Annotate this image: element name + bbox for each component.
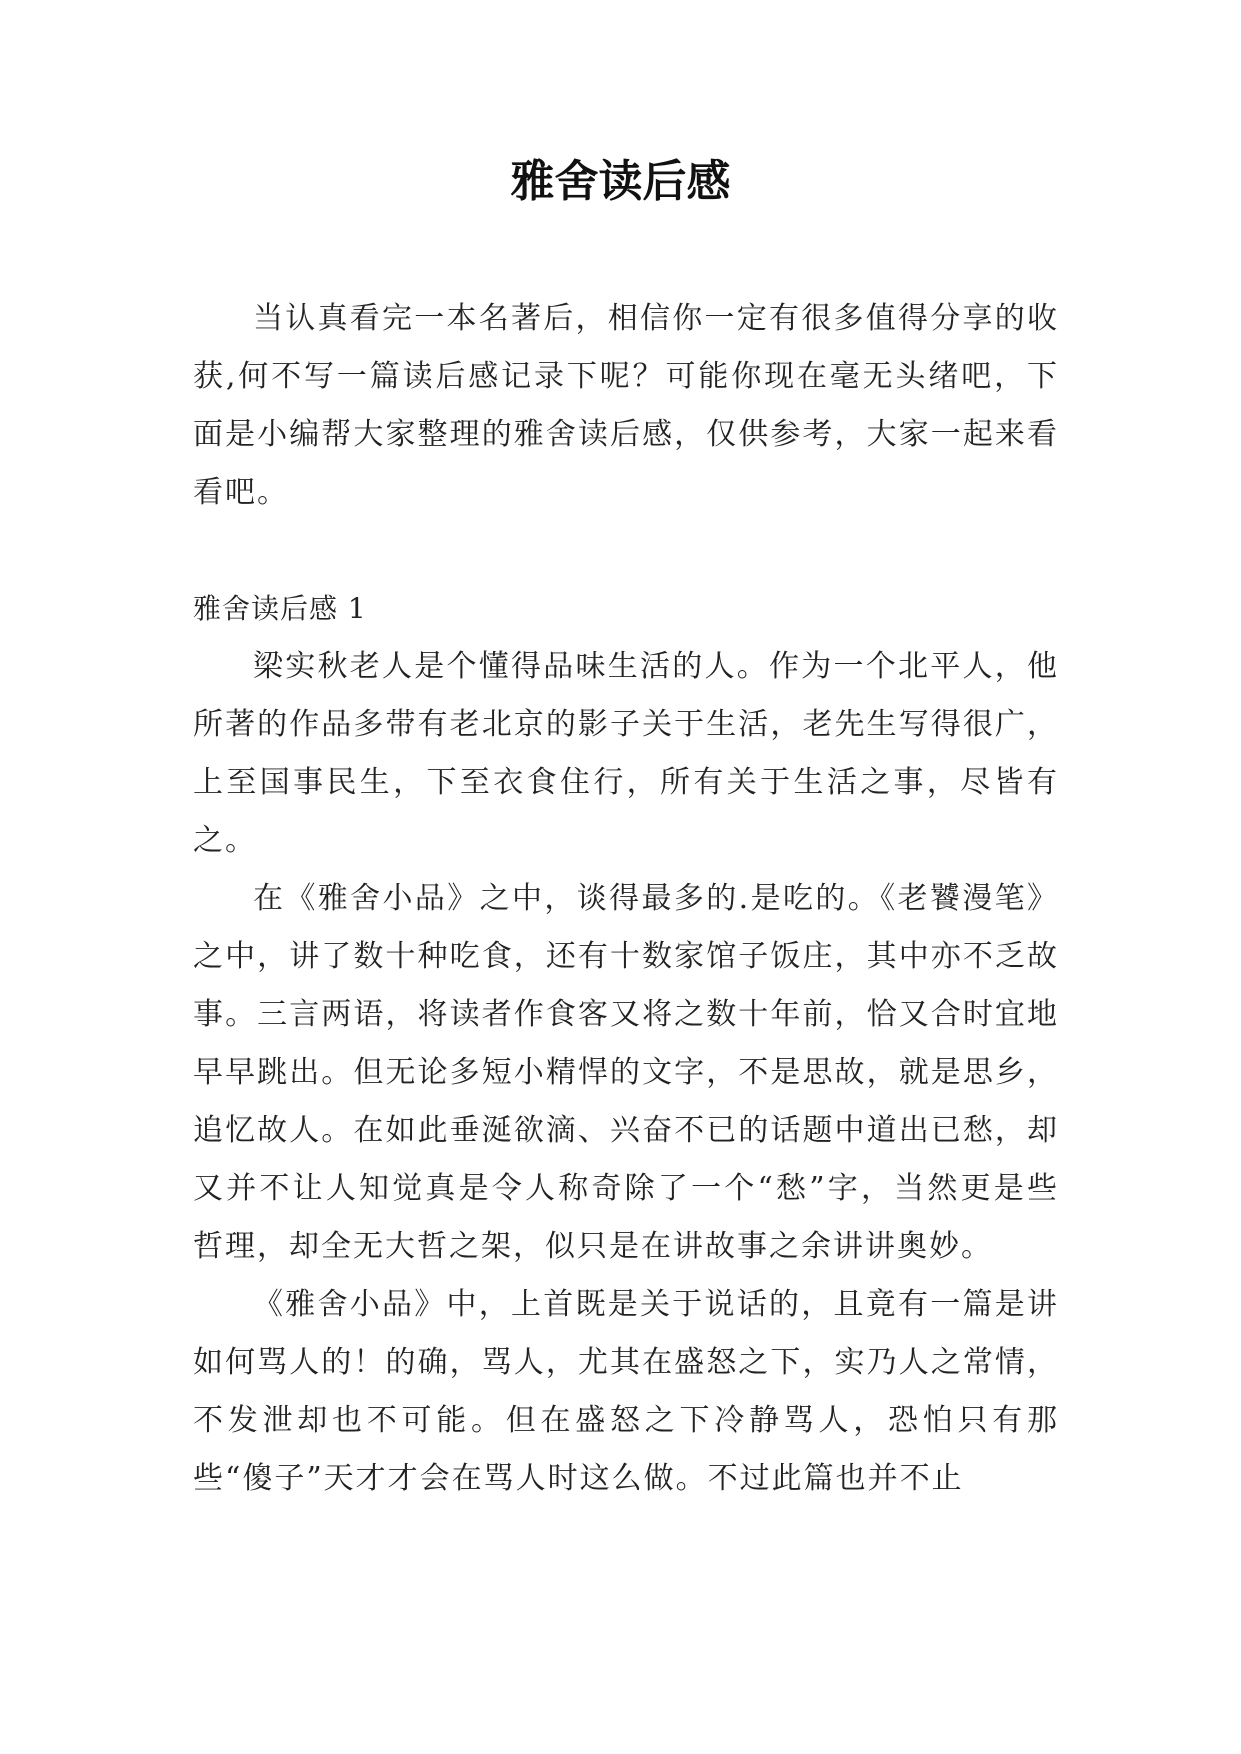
intro-paragraph: 当认真看完一本名著后，相信你一定有很多值得分享的收获,何不写一篇读后感记录下呢？可能你现在毫无头绪吧，下面是小编帮大家整理的雅舍读后感，仅供参考，大家一起来看看吧。 <box>193 301 1059 510</box>
body-paragraph: 梁实秋老人是个懂得品味生活的人。作为一个北平人，他所著的作品多带有老北京的影子关于生活，老先生写得很广，上至国事民生，下至衣食住行，所有关于生活之事，尽皆有之。 <box>193 649 1059 858</box>
document-title: 雅舍读后感 <box>510 156 731 207</box>
document-body <box>193 290 1059 1508</box>
body-paragraph: 《雅舍小品》中，上首既是关于说话的，且竟有一篇是讲如何骂人的！的确，骂人，尤其在盛怒之下，实乃人之常情，不发泄却也不可能。但在盛怒之下冷静骂人，恐怕只有那些“傻子”天才才会在骂人时这么做。不过此篇也并不止 <box>193 1287 1059 1496</box>
section-heading: 雅舍读后感 1 <box>193 592 367 625</box>
body-paragraph: 在《雅舍小品》之中，谈得最多的.是吃的。《老饕漫笔》之中，讲了数十种吃食，还有十数家馆子饭庄，其中亦不乏故事。三言两语，将读者作食客又将之数十年前，恰又合时宜地早早跳出。但无论多短小精悍的文字，不是思故，就是思乡，追忆故人。在如此垂涎欲滴、兴奋不已的话题中道出已愁，却又并不让人知觉真是令人称奇除了一个“愁”字，当然更是些哲理，却全无大哲之架，似只是在讲故事之余讲讲奥妙。 <box>193 881 1059 1264</box>
